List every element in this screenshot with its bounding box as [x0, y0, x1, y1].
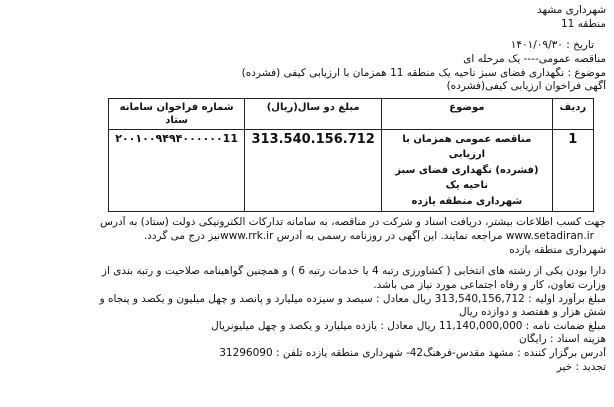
- eligibility-line: دارا بودن یکی از رشته های انتخابی ( کشاورزی رتبه 4 یا خدمات رتبه 6 ) و همچنین گواهینامه صلاحیت و رتبه بندی از: [101, 265, 606, 278]
- table-header-row: [109, 98, 594, 129]
- row-index: 1: [552, 129, 593, 212]
- row-subject-line: (فشرده) نگهداری فضای سبز ناحیه یک: [395, 164, 539, 192]
- header-code: شماره فراخوان سامانه ستاد: [109, 98, 245, 129]
- table-row: [109, 129, 594, 212]
- row-amount: 313.540.156.712: [245, 129, 382, 212]
- info-websites: www.setadiran.ir مراجعه نمایند. این آگهی در روزنامه رسمی به آدرس www.rrk.irنیز درج می گردد.: [143, 229, 594, 242]
- district-name: منطقه 11: [560, 17, 606, 30]
- tender-type: مناقصه عمومی---- یک مرحله ای: [463, 52, 606, 65]
- row-subject: [382, 129, 553, 212]
- row-subject-line: مناقصه عمومی همزمان با ارزیابی: [402, 133, 532, 161]
- estimate-line: مبلغ برآورد اولیه : 313,540,156,712 ریال معادل : سیصد و سیزده میلیارد و پانصد و چهل میلیون و یکصد و پنجاه و: [99, 292, 606, 305]
- row-subject-line: شهرداری منطقه یازده: [411, 195, 523, 207]
- tender-subject: موضوع : نگهداری فضای سبز ناحیه یک منطقه 11 همزمان با ارزیابی کیفی (فشرده): [241, 66, 606, 79]
- tender-table: [108, 98, 594, 213]
- info-signature: شهرداری منطقه یازده: [509, 243, 606, 256]
- notice-date: تاریخ : ۱۴۰۱/۰۹/۳۰: [510, 39, 594, 52]
- call-title: آگهی فراخوان ارزیابی کیفی(فشرده): [446, 80, 606, 93]
- row-call-number: ۲۰۰۱۰۰۹۴۹۴۰۰۰۰۰۰11: [109, 129, 245, 212]
- address-line: آدرس برگزار کننده : مشهد مقدس-فرهنگ42- شهرداری منطقه یازده تلفن : 31296090: [219, 347, 606, 360]
- info-line: جهت کسب اطلاعات بیشتر، دریافت اسناد و شرکت در مناقصه، به سامانه تدارکات الکترونیکی دولت (ستاد) به آدرس: [100, 216, 606, 229]
- renewal-line: تجدید : خیر: [556, 360, 606, 373]
- estimate-line: شش هزار و هفتصد و دوازده ریال: [458, 306, 606, 319]
- header-index: ردیف: [552, 98, 593, 129]
- header-subject: موضوع: [382, 98, 553, 129]
- eligibility-line: وزارت تعاون، کار و رفاه اجتماعی مورد نیاز می باشد.: [373, 278, 606, 291]
- guarantee-line: مبلغ ضمانت نامه : 11,140,000,000 ریال معادل : یازده میلیارد و یکصد و چهل میلیونریال: [211, 319, 606, 332]
- header-amount: مبلغ دو سال(ریال): [245, 98, 382, 129]
- docs-cost-line: هزینه اسناد : رایگان: [519, 333, 606, 346]
- municipality-name: شهرداری مشهد: [537, 4, 606, 16]
